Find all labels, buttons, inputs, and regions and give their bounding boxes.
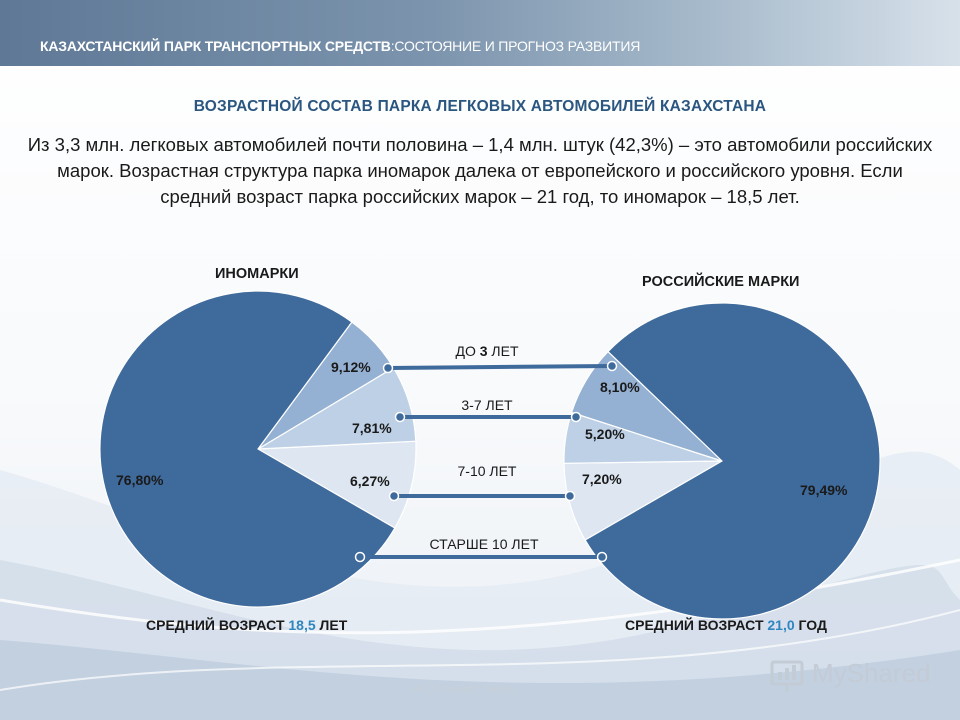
- connector-label-1: 3-7 ЛЕТ: [461, 397, 513, 413]
- presentation-icon: [768, 656, 808, 696]
- connector-start-dot-0: [384, 364, 393, 373]
- pie-0-label-1: 7,81%: [352, 420, 392, 436]
- pie-1-label-1: 5,20%: [585, 426, 625, 442]
- pie-0-label-2: 6,27%: [350, 473, 390, 489]
- pie-0-label-3: 76,80%: [116, 472, 164, 488]
- header-title: КАЗАХСТАНСКИЙ ПАРК ТРАНСПОРТНЫХ СРЕДСТВ:СОСТОЯНИЕ И ПРОГНОЗ РАЗВИТИЯ: [40, 38, 641, 54]
- connector-start-dot-2: [390, 492, 399, 501]
- connector-start-dot-3: [356, 553, 365, 562]
- watermark-logo: [768, 656, 948, 696]
- pie-title-foreign: ИНОМАРКИ: [215, 266, 299, 282]
- connector-end-dot-1: [572, 413, 581, 422]
- avg-age-russian: СРЕДНИЙ ВОЗРАСТ 21,0 ГОД: [625, 617, 827, 633]
- pie-0-label-0: 9,12%: [331, 359, 371, 375]
- connector-end-dot-3: [598, 553, 607, 562]
- pie-1-label-3: 79,49%: [800, 482, 848, 498]
- slide-subtitle: ВОЗРАСТНОЙ СОСТАВ ПАРКА ЛЕГКОВЫХ АВТОМОБИЛЕЙ КАЗАХСТАНА: [193, 98, 767, 115]
- source-note: ИСТОЧНИК: АКАБ: [412, 682, 515, 696]
- connector-end-dot-2: [566, 492, 575, 501]
- pie-title-russian: РОССИЙСКИЕ МАРКИ: [642, 274, 800, 290]
- connector-label-0: ДО 3 ЛЕТ: [455, 343, 519, 359]
- avg-age-foreign: СРЕДНИЙ ВОЗРАСТ 18,5 ЛЕТ: [146, 617, 348, 633]
- connector-label-2: 7-10 ЛЕТ: [457, 463, 517, 479]
- connector-line-0: [388, 366, 612, 368]
- logo-text: MyShared: [812, 658, 931, 688]
- intro-text: Из 3,3 млн. легковых автомобилей почти половина – 1,4 млн. штук (42,3%) – это автомобили российских марок. Возрастная структура парка иномарок далека от европейского и российского уровня. Если средний возраст парка российских марок – 21 год, то иномарок – 18,5 лет.: [27, 134, 933, 207]
- connector-label-3: СТАРШЕ 10 ЛЕТ: [429, 536, 539, 552]
- connector-start-dot-1: [396, 413, 405, 422]
- pie-1-label-0: 8,10%: [600, 379, 640, 395]
- pie-1-label-2: 7,20%: [582, 471, 622, 487]
- connector-end-dot-0: [608, 362, 617, 371]
